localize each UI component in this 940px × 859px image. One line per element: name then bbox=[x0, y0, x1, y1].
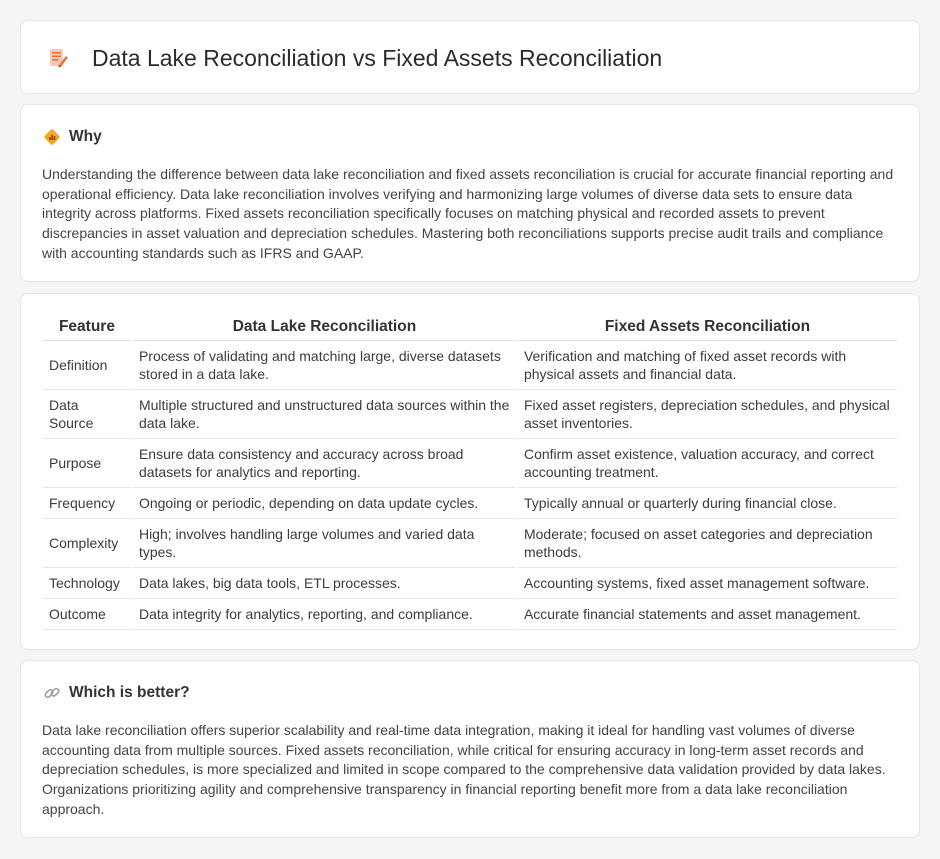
data-lake-cell: Ongoing or periodic, depending on data update cycles. bbox=[133, 488, 516, 519]
table-row bbox=[43, 519, 897, 568]
feature-cell: Complexity bbox=[43, 519, 131, 568]
table-header-row bbox=[43, 314, 897, 341]
table-row bbox=[43, 488, 897, 519]
why-heading: Why bbox=[69, 128, 102, 145]
which-is-better-section bbox=[20, 660, 920, 838]
table-row bbox=[43, 390, 897, 439]
fixed-assets-cell: Moderate; focused on asset categories and depreciation methods. bbox=[518, 519, 897, 568]
document-pencil-icon bbox=[47, 47, 69, 69]
link-icon bbox=[43, 684, 61, 702]
data-lake-cell: Ensure data consistency and accuracy across broad datasets for analytics and reporting. bbox=[133, 439, 516, 488]
table-row bbox=[43, 599, 897, 630]
data-lake-cell: Process of validating and matching large, diverse datasets stored in a data lake. bbox=[133, 341, 516, 390]
feature-cell: Data Source bbox=[43, 390, 131, 439]
data-lake-cell: Data lakes, big data tools, ETL processes. bbox=[133, 568, 516, 599]
header-fixed-assets: Fixed Assets Reconciliation bbox=[518, 314, 897, 341]
why-text: Understanding the difference between data lake reconciliation and fixed assets reconciliation is crucial for accurate financial reporting and operational efficiency. Data lake reconciliation involves verifying and harmonizing large volumes of diverse data sets to ensure data integrity across platforms. Fixed assets reconciliation specifically focuses on matching physical and recorded assets to prevent discrepancies in asset valuation and depreciation schedules. Mastering both reconciliations supports precise audit trails and compliance with accounting standards such as IFRS and GAAP. bbox=[42, 166, 894, 261]
better-text: Data lake reconciliation offers superior scalability and real-time data integration, making it ideal for handling vast volumes of diverse accounting data from multiple sources. Fixed assets reconciliation, while critical for ensuring accuracy in long-term asset records and depreciation schedules, is more specialized and limited in scope compared to the comprehensive data validation provided by data lakes. Organizations prioritizing agility and comprehensive transparency in financial reporting benefit more from a data lake reconciliation approach. bbox=[42, 722, 886, 817]
feature-cell: Frequency bbox=[43, 488, 131, 519]
diamond-signal-icon bbox=[43, 128, 61, 146]
fixed-assets-cell: Typically annual or quarterly during financial close. bbox=[518, 488, 897, 519]
fixed-assets-cell: Fixed asset registers, depreciation schedules, and physical asset inventories. bbox=[518, 390, 897, 439]
page-title: Data Lake Reconciliation vs Fixed Assets Reconciliation bbox=[92, 45, 663, 71]
fixed-assets-cell: Confirm asset existence, valuation accuracy, and correct accounting treatment. bbox=[518, 439, 897, 488]
feature-cell: Technology bbox=[43, 568, 131, 599]
header-data-lake: Data Lake Reconciliation bbox=[133, 314, 516, 341]
feature-cell: Purpose bbox=[43, 439, 131, 488]
data-lake-cell: High; involves handling large volumes and varied data types. bbox=[133, 519, 516, 568]
why-heading-row bbox=[43, 127, 102, 147]
data-lake-cell: Multiple structured and unstructured data sources within the data lake. bbox=[133, 390, 516, 439]
table-row bbox=[43, 568, 897, 599]
comparison-table bbox=[41, 314, 899, 630]
table-row bbox=[43, 341, 897, 390]
fixed-assets-cell: Accounting systems, fixed asset management software. bbox=[518, 568, 897, 599]
comparison-section bbox=[20, 293, 920, 650]
feature-cell: Definition bbox=[43, 341, 131, 390]
title-card bbox=[20, 20, 920, 94]
feature-cell: Outcome bbox=[43, 599, 131, 630]
fixed-assets-cell: Accurate financial statements and asset management. bbox=[518, 599, 897, 630]
why-section bbox=[20, 104, 920, 282]
header-feature: Feature bbox=[43, 314, 131, 341]
better-heading-row bbox=[43, 683, 190, 703]
better-heading: Which is better? bbox=[69, 684, 190, 701]
data-lake-cell: Data integrity for analytics, reporting, and compliance. bbox=[133, 599, 516, 630]
table-row bbox=[43, 439, 897, 488]
fixed-assets-cell: Verification and matching of fixed asset records with physical assets and financial data. bbox=[518, 341, 897, 390]
